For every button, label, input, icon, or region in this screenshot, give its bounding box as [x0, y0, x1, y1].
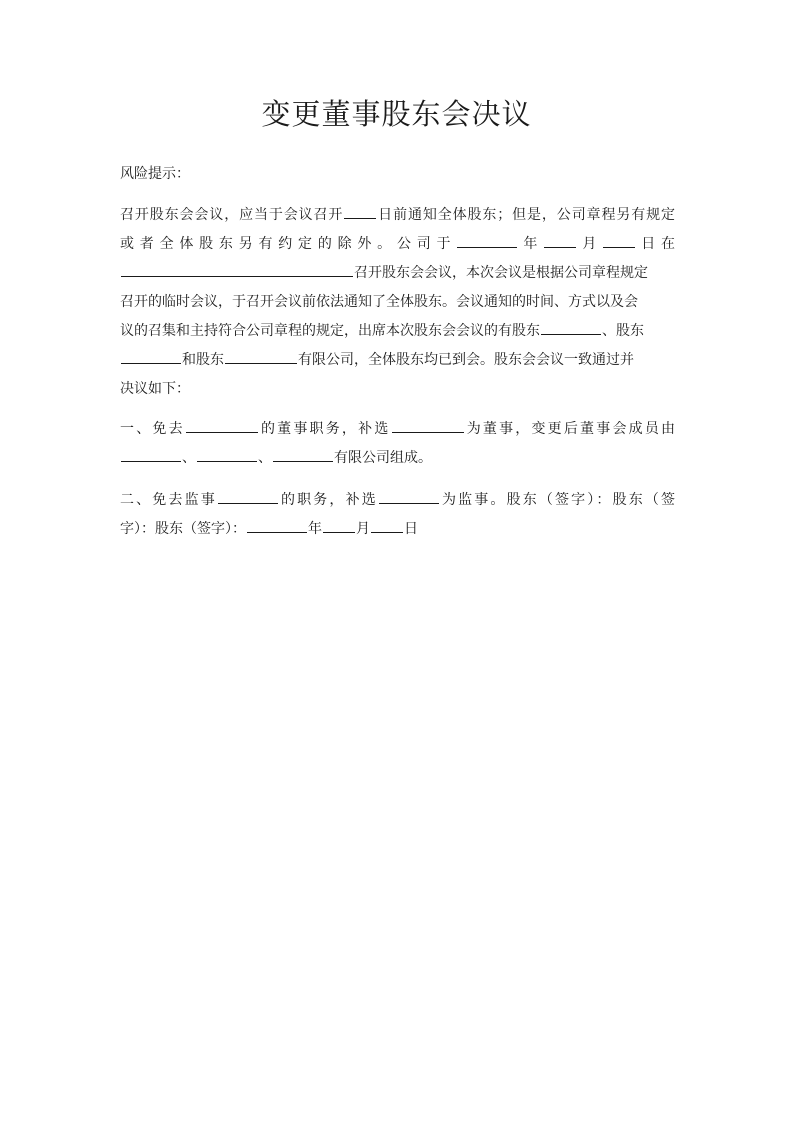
- blank-board-member-field: [121, 447, 181, 462]
- meeting-notice-paragraph: [120, 201, 675, 404]
- text-line: 决议如下：: [120, 381, 190, 397]
- text-line: 议的召集和主持符合公司章程的规定，出席本次股东会会议的有股东 、股东: [120, 317, 675, 346]
- blank-year-field: [457, 233, 517, 248]
- blank-board-member-field: [273, 447, 333, 462]
- director-change-paragraph: [120, 415, 675, 473]
- document-title: 变更董事股东会决议: [261, 97, 532, 131]
- blank-company-field: [225, 349, 297, 364]
- blank-new-supervisor-field: [379, 489, 439, 504]
- blank-board-member-field: [197, 447, 257, 462]
- blank-shareholder-field: [121, 349, 181, 364]
- blank-new-director-field: [392, 418, 464, 433]
- text-line: 和股东 有限公司，全体股东均已到会。股东会会议一致通过并: [120, 346, 675, 375]
- text-line: 召开的临时会议，于召开会议前依法通知了全体股东。会议通知的时间、方式以及会: [120, 294, 638, 310]
- blank-location-field: [121, 262, 353, 277]
- text-line: 二、免去监事 的职务，补选 为监事。股东（签字）：股东（签: [120, 486, 675, 515]
- blank-shareholder-field: [541, 320, 601, 335]
- text-line: 召开股东会会议，应当于会议召开 日前通知全体股东；但是，公司章程另有规定: [120, 201, 675, 230]
- blank-days-field: [344, 204, 376, 219]
- blank-removed-director-field: [186, 418, 258, 433]
- blank-sign-day-field: [371, 518, 403, 533]
- risk-notice-label: 风险提示：: [120, 166, 190, 182]
- blank-sign-month-field: [323, 518, 355, 533]
- blank-sign-year-field: [247, 518, 307, 533]
- blank-day-field: [603, 233, 635, 248]
- text-line: 一、免去 的董事职务，补选 为董事，变更后董事会成员由: [120, 415, 675, 444]
- text-line: 、 、 有限公司组成。: [120, 444, 675, 473]
- supervisor-change-paragraph: [120, 486, 675, 544]
- text-line: 字）：股东（签字）： 年 月 日: [120, 515, 675, 544]
- blank-month-field: [544, 233, 576, 248]
- blank-removed-supervisor-field: [218, 489, 278, 504]
- text-line: 或 者 全 体 股 东 另 有 约 定 的 除 外 。 公 司 于 年 月 日 在: [120, 230, 675, 259]
- text-line: 召开股东会会议，本次会议是根据公司章程规定: [120, 259, 675, 288]
